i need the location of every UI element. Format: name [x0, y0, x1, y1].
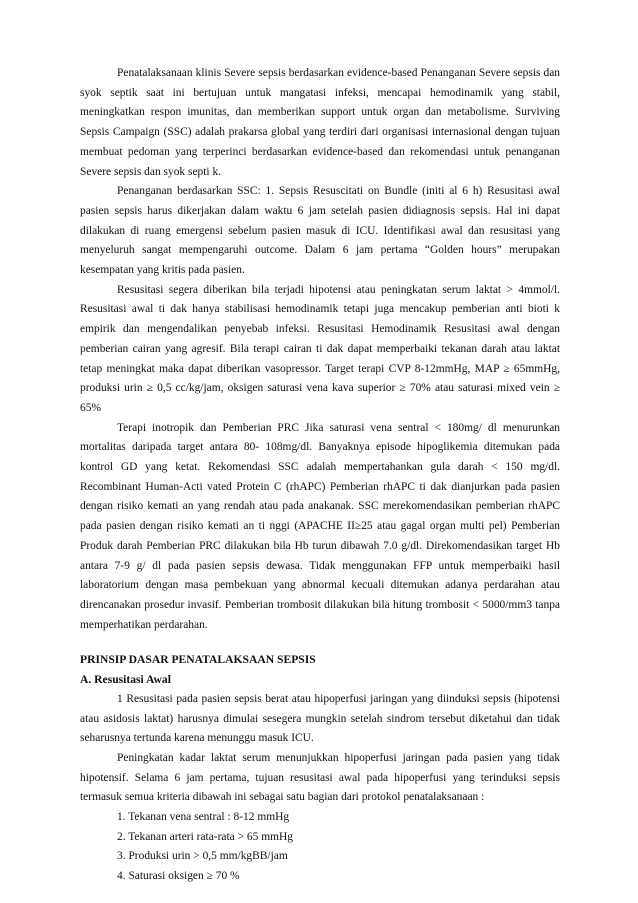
paragraph-lactate-criteria: Peningkatan kadar laktat serum menunjukkan hipoperfusi jaringan pada pasien yang tidak hipotensif. Selama 6 jam pertama, tujuan resusitasi awal pada hipoperfusi yang terinduksi sepsis termasuk semua kriteria dibawah ini sebagai satu bagian dari protokol penatalaksanaan : — [80, 751, 560, 804]
list-item: 3. Produksi urin > 0,5 mm/kgBB/jam — [117, 850, 288, 863]
paragraph-resuscitation: Resusitasi segera diberikan bila terjadi hipotensi atau peningkatan serum laktat > 4mmol/l. Resusitasi awal ti dak hanya stabilisasi hemodinamik tetapi juga mencakup pemberian anti bioti k empirik dan mengendalikan penyebab infeksi. Resusitasi Hemodinamik Resusitasi awal dengan pemberian cairan yang agresif. Bila terapi cairan ti dak dapat memperbaiki tekanan darah atau laktat tetap meningkat maka dapat diberikan vasopressor. Target terapi CVP 8-12mmHg, MAP ≥ 65mmHg, produksi urin ≥ 0,5 cc/kg/jam, oksigen saturasi vena kava superior ≥ 70% atau saturasi mixed vein ≥ 65% — [80, 283, 560, 414]
list-item: 4. Saturasi oksigen ≥ 70 % — [117, 870, 240, 883]
list-item: 1. Tekanan vena sentral : 8-12 mmHg — [117, 811, 290, 824]
paragraph-inotropic-therapy: Terapi inotropik dan Pemberian PRC Jika saturasi vena sentral < 180mg/ dl menurunkan mortalitas daripada target antara 80- 108mg/dl. Banyaknya episode hipoglikemia ditemukan pada kontrol GD yang ketat. Rekomendasi SSC adalah mempertahankan gula darah < 150 mg/dl. Recombinant Human-Acti vated Protein C (rhAPC) Pemberian rhAPC ti dak dianjurkan pada pasien dengan risiko kemati an yang rendah atau pada anakanak. SSC merekomendasikan pemberian rhAPC pada pasien dengan risiko kemati an ti nggi (APACHE II≥25 atau gagal organ multi pel) Pemberian Produk darah Pemberian PRC dilakukan bila Hb turun dibawah 7.0 g/dl. Direkomendasikan target Hb antara 7-9 g/ dl pada pasien sepsis dewasa. Tidak menggunakan FFP untuk memperbaiki hasil laboratorium dengan masa pembekuan yang abnormal kecuali ditemukan adanya perdarahan atau direncanakan prosedur invasif. Pemberian trombosit dilakukan bila hitung trombosit < 5000/mm3 tanpa memperhatikan perdarahan. — [80, 421, 560, 631]
paragraph-ssc-handling: Penanganan berdasarkan SSC: 1. Sepsis Resuscitati on Bundle (initi al 6 h) Resusitasi awal pasien sepsis harus dikerjakan dalam waktu 6 jam setelah pasien didiagnosis sepsis. Hal ini dapat dilakukan di ruang emergensi sebelum pasien masuk di ICU. Identifikasi awal dan resusitasi yang menyeluruh sangat mempengaruhi outcome. Dalam 6 jam pertama “Golden hours” merupakan kesempatan yang kritis pada pasien. — [80, 185, 560, 277]
paragraph-initial-resuscitation: 1 Resusitasi pada pasien sepsis berat atau hipoperfusi jaringan yang diinduksi sepsis (hipotensi atau asidosis laktat) harusnya dimulai sesegera mungkin setelah sindrom tersebut diketahui dan tidak seharusnya tertunda karena menunggu masuk ICU. — [80, 692, 560, 745]
criteria-list — [80, 808, 560, 887]
subsection-heading: A. Resusitasi Awal — [80, 673, 171, 687]
paragraph-overview: Penatalaksanaan klinis Severe sepsis berdasarkan evidence-based Penanganan Severe sepsis dan syok septik saat ini bertujuan untuk mangatasi infeksi, mencapai hemodinamik yang stabil, meningkatkan respon imunitas, dan memberikan support untuk organ dan metabolisme. Surviving Sepsis Campaign (SSC) adalah prakarsa global yang terdiri dari organisasi internasional dengan tujuan membuat pedoman yang terperinci berdasarkan evidence-based dan rekomendasi untuk penanganan Severe sepsis dan syok septi k. — [80, 67, 560, 178]
page-content — [80, 64, 560, 887]
section-heading: PRINSIP DASAR PENATALAKSAAN SEPSIS — [80, 653, 316, 667]
list-item: 2. Tekanan arteri rata-rata > 65 mmHg — [117, 830, 293, 843]
